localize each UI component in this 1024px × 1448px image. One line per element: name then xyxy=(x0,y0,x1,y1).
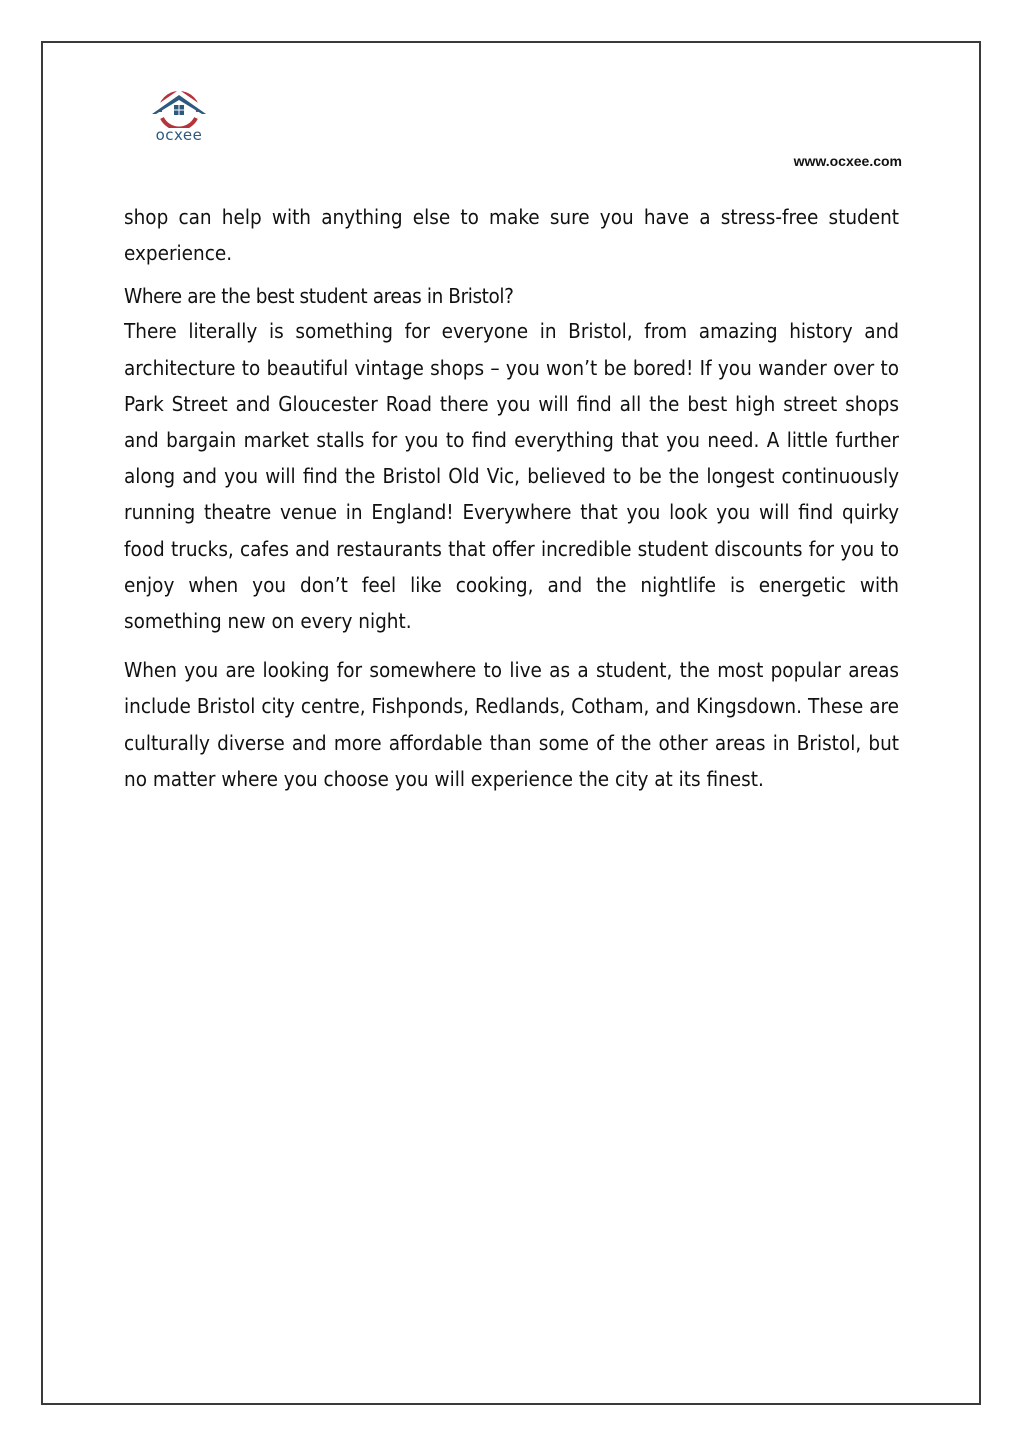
ocxee-logo xyxy=(148,82,210,148)
body-paragraph: When you are looking for somewhere to live as a student, the most popular areas include Bristol city centre, Fishponds, Redlands, Cotham, and Kingsdown. These are culturally diverse and more affordable than some of the other areas in Bristol, but no matter where you choose you will experience the city at its finest. xyxy=(124,658,899,791)
website-url[interactable]: www.ocxee.com xyxy=(793,153,902,169)
intro-paragraph: shop can help with anything else to make sure you have a stress-free student experience. xyxy=(124,205,899,266)
article-body xyxy=(124,199,899,797)
house-in-circle-icon xyxy=(148,82,210,128)
section-heading: Where are the best student areas in Bristol? xyxy=(124,284,514,309)
logo-text: ocxee xyxy=(155,126,203,144)
body-paragraph: There literally is something for everyone in Bristol, from amazing history and architecture to beautiful vintage shops – you won’t be bored! If you wander over to Park Street and Gloucester Road there you will find all the best high street shops and bargain market stalls for you to find everything that you need. A little further along and you will find the Bristol Old Vic, believed to be the longest continuously running theatre venue in England! Everywhere that you look you will find quirky food trucks, cafes and restaurants that offer incredible student discounts for you to enjoy when you don’t feel like cooking, and the nightlife is energetic with something new on every night. xyxy=(124,319,899,634)
